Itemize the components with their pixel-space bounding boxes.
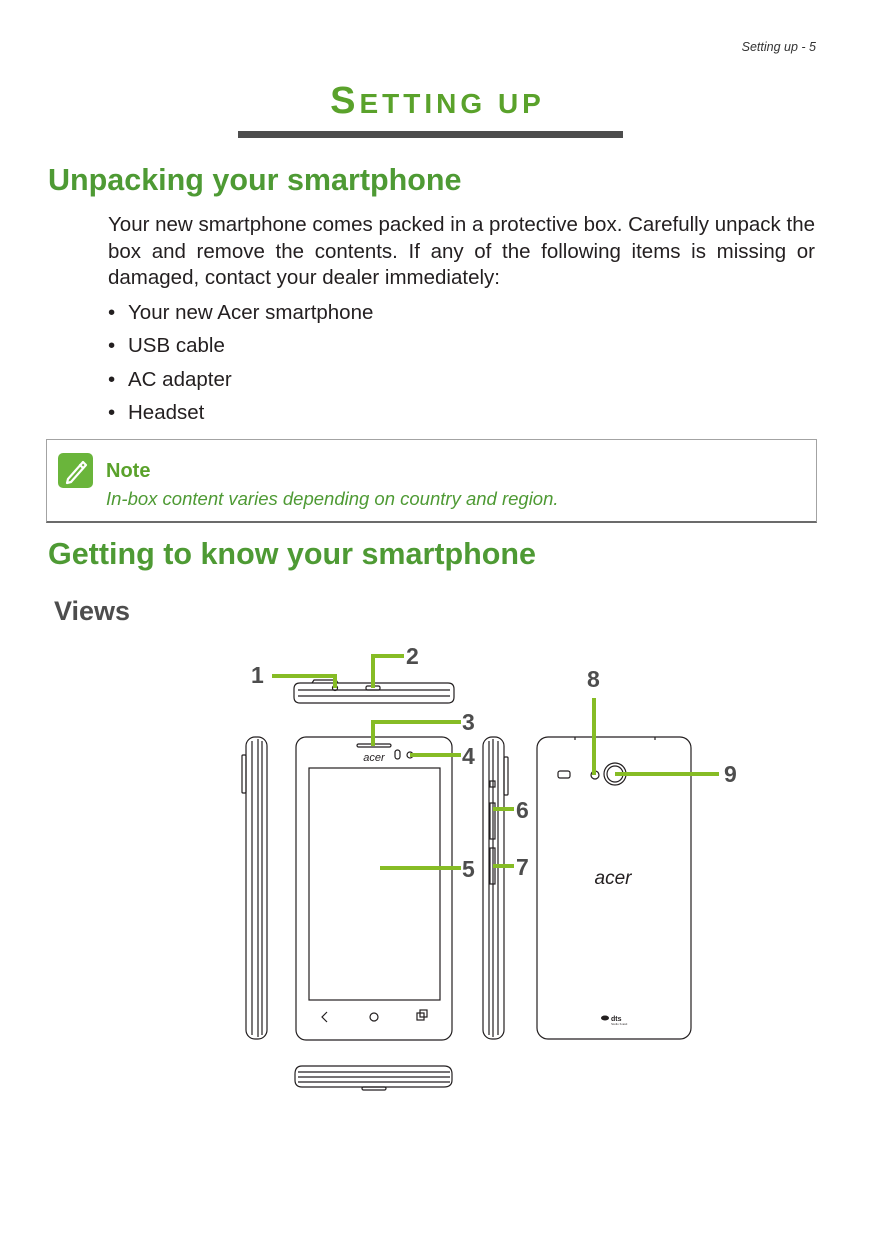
callout-line-1: [272, 676, 335, 688]
back-badge-sub: Studio Sound: [611, 1022, 628, 1026]
note-label: Note: [106, 460, 151, 482]
callout-8: 8: [587, 666, 600, 692]
list-item-label: Headset: [128, 400, 205, 424]
bullet-icon: •: [108, 334, 116, 358]
callout-6: 6: [516, 797, 529, 823]
list-item-label: USB cable: [128, 334, 225, 358]
callout-9: 9: [724, 761, 737, 787]
list-item-label: AC adapter: [128, 367, 232, 391]
heading-views: Views: [54, 596, 131, 626]
callout-2: 2: [406, 643, 419, 669]
list-item-label: Your new Acer smartphone: [128, 301, 374, 324]
front-logo: acer: [363, 752, 385, 764]
bullet-icon: •: [108, 301, 116, 324]
callout-7: 7: [516, 854, 529, 880]
dts-badge-icon: [601, 1016, 609, 1021]
chapter-title-rest: ETTING UP: [359, 88, 545, 119]
callout-4: 4: [462, 743, 475, 769]
heading-unpacking: Unpacking your smartphone: [48, 163, 462, 197]
unpacking-intro: Your new smartphone comes packed in a protective box. Carefully unpack the box and remove the contents. If any of the following items is missing or damaged, contact your dealer immediately:: [108, 213, 815, 289]
back-logo: acer: [594, 868, 632, 889]
callout-5: 5: [462, 856, 475, 882]
callout-3: 3: [462, 709, 475, 735]
bullet-icon: •: [108, 367, 116, 391]
phone-bottom-view: [295, 1066, 452, 1090]
running-header: Setting up - 5: [741, 40, 816, 54]
callout-1: 1: [251, 662, 264, 688]
phone-left-side-view: [242, 737, 267, 1039]
callout-line-3: [373, 722, 461, 746]
note-text: In-box content varies depending on country and region.: [106, 488, 559, 509]
bullet-icon: •: [108, 400, 116, 424]
heading-getting-to-know: Getting to know your smartphone: [48, 537, 537, 571]
phone-front-view: [296, 737, 452, 1040]
chapter-title-initial: S: [330, 80, 360, 122]
phone-right-side-view: [483, 737, 508, 1039]
back-badge: dts: [611, 1016, 622, 1023]
